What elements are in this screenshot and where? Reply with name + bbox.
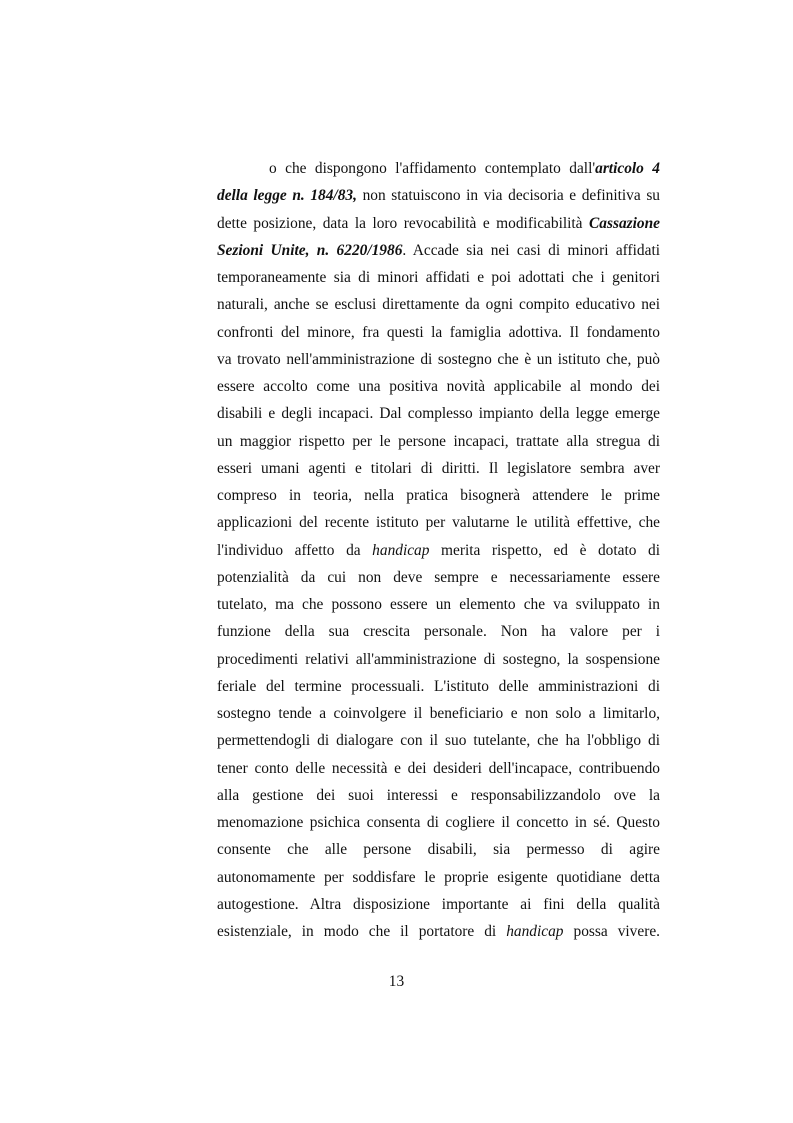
text-segment: compreso in teoria, nella pratica bisognerà attendere le prime [217,487,660,504]
text-line [217,673,660,700]
text-segment: autogestione. Altra disposizione importante ai fini della qualità [217,895,660,913]
emphasis-text: handicap [506,923,564,940]
text-segment: o che dispongono l'affidamento contemplato dall' [269,160,596,177]
text-segment: disabili e degli incapaci. Dal complesso impianto della legge emerge [217,405,660,423]
text-line [217,346,660,373]
text-line [217,918,660,945]
page-number: 13 [388,973,405,990]
text-segment: consente che alle persone disabili, sia permesso di agire [217,841,660,859]
text-line [217,182,660,209]
text-segment: funzione della sua crescita personale. Non ha valore per i [217,623,660,641]
text-line [217,509,660,536]
text-line [217,755,660,782]
text-segment: non statuiscono in via decisoria e definitiva su [356,187,660,205]
text-segment: essere accolto come una positiva novità applicabile al mondo dei [217,378,660,395]
text-segment: sostegno tende a coinvolgere il beneficiario e non solo a limitarlo, [217,705,660,722]
text-line [217,727,660,754]
text-line [217,836,660,863]
text-segment: va trovato nell'amministrazione di sostegno che è un istituto che, può [217,350,660,368]
text-line [217,809,660,836]
text-line [217,646,660,673]
text-segment: feriale del termine processuali. L'istituto delle amministrazioni di [217,677,660,695]
citation-text: Cassazione [589,214,660,232]
text-segment: potenzialità da cui non deve sempre e necessariamente essere [217,568,660,586]
emphasis-text: handicap [372,541,430,559]
text-segment: temporaneamente sia di minori affidati e poi adottati che i genitori [217,269,660,286]
text-segment: dette posizione, data la loro revocabilità e modificabilità [217,214,589,232]
text-line [217,291,660,318]
citation-text: Sezioni Unite, n. 6220/1986 [217,241,403,259]
body-paragraph [217,155,660,945]
text-line [217,155,660,182]
citation-text: articolo 4 [595,160,660,177]
text-segment: merita rispetto, ed è dotato di [429,541,660,559]
text-segment: esseri umani agenti e titolari di diritti. Il legislatore sembra aver [217,459,660,477]
text-segment: tener conto delle necessità e dei desideri dell'incapace, contribuendo [217,759,660,777]
text-segment: esistenziale, in modo che il portatore di [217,923,507,940]
text-line [217,319,660,346]
text-line [217,237,660,264]
text-segment: possa vivere. [563,923,660,940]
text-segment: applicazioni del recente istituto per valutarne le utilità effettive, che [217,514,660,532]
text-segment: tutelato, ma che possono essere un elemento che va sviluppato in [217,596,660,613]
text-segment: procedimenti relativi all'amministrazione di sostegno, la sospensione [217,650,660,668]
text-line [217,891,660,918]
text-line [217,373,660,400]
text-segment: permettendogli di dialogare con il suo tutelante, che ha l'obbligo di [217,732,660,750]
text-line [217,782,660,809]
text-line [217,210,660,237]
text-segment: naturali, anche se esclusi direttamente da ogni compito educativo nei [217,296,660,314]
text-line [217,591,660,618]
text-segment: l'individuo affetto da [217,541,373,559]
text-segment: confronti del minore, fra questi la famiglia adottiva. Il fondamento [217,323,660,341]
text-line [217,564,660,591]
text-segment: . Accade sia nei casi di minori affidati [402,241,660,259]
text-segment: autonomamente per soddisfare le proprie esigente quotidiane detta [217,868,660,886]
text-segment: menomazione psichica consenta di cogliere il concetto in sé. Questo [217,814,660,831]
text-segment: alla gestione dei suoi interessi e responsabilizzandolo ove la [217,786,660,804]
text-line [217,700,660,727]
citation-text: della legge n. 184/83, [217,187,357,205]
text-line [217,864,660,891]
text-line [217,400,660,427]
text-line [217,455,660,482]
text-line [217,428,660,455]
text-line [217,482,660,509]
text-segment: un maggior rispetto per le persone incapaci, trattate alla stregua di [217,432,660,450]
text-line [217,264,660,291]
text-line [217,537,660,564]
text-line [217,618,660,645]
